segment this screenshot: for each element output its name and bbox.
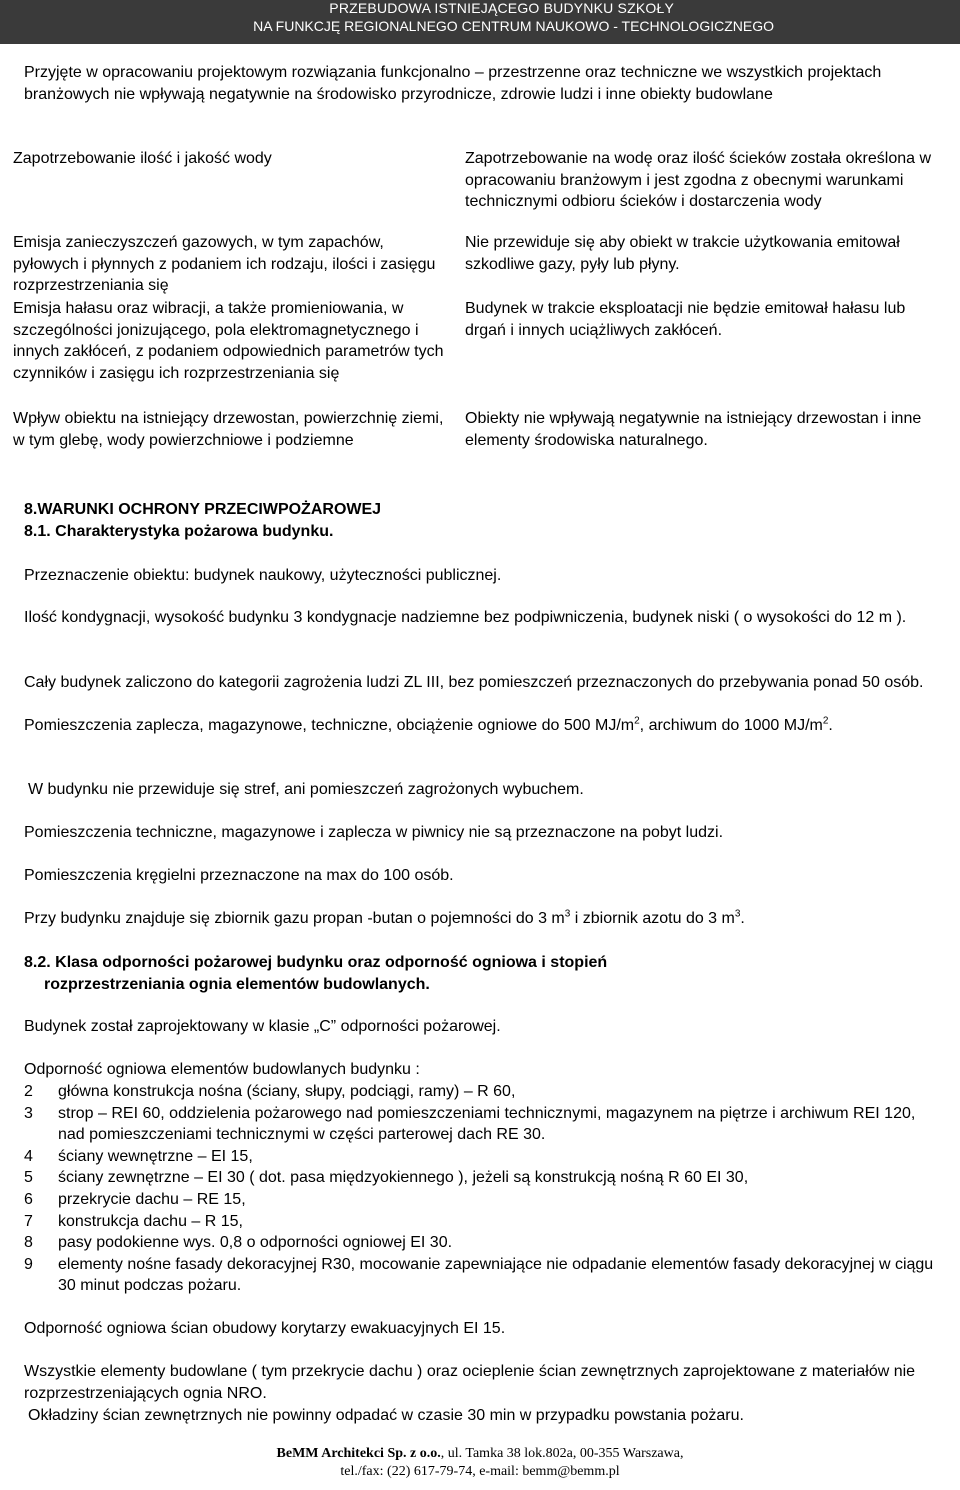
table-row	[12, 408, 944, 451]
subsection-heading: 8.1. Charakterystyka pożarowa budynku.	[24, 523, 334, 540]
paragraph: Odporność ogniowa ścian obudowy korytarzy ewakuacyjnych EI 15.	[24, 1320, 506, 1337]
paragraph: Wszystkie elementy budowlane ( tym przekrycie dachu ) oraz ocieplenie ścian zewnętrznych zaprojektowane z materiałów nie rozprzestrzeniających ognia NRO.	[24, 1363, 916, 1402]
paragraph: Ilość kondygnacji, wysokość budynku 3 kondygnacje nadziemne bez podpiwniczenia, budynek niski ( o wysokości do 12 m ).	[24, 609, 907, 626]
table-cell-left: Wpływ obiektu na istniejący drzewostan, powierzchnię ziemi, w tym glebę, wody powierzchniowe i podziemne	[13, 410, 444, 449]
document-footer	[0, 1445, 960, 1481]
list-item: 5 ściany zewnętrzne – EI 30 ( dot. pasa międzyokiennego ), jeżeli są konstrukcją nośną R 60 EI 30,	[24, 1169, 749, 1187]
list-item: 3 strop – REI 60, oddzielenia pożarowego nad pomieszczeniami technicznymi, magazynem na piętrze i archiwum REI 120, nad pomieszczeniami technicznymi w części parterowej dach RE 30.	[24, 1104, 916, 1144]
subsection-heading: 8.2. Klasa odporności pożarowej budynku oraz odporność ogniowa i stopień	[24, 954, 608, 971]
impact-table	[12, 148, 944, 451]
list-item: 4 ściany wewnętrzne – EI 15,	[24, 1147, 253, 1165]
paragraph: Pomieszczenia zaplecza, magazynowe, techniczne, obciążenie ogniowe do 500 $MJ/m^2$, archiwum do 1000 $MJ/m^2$.	[24, 715, 833, 734]
list-item: 2 główna konstrukcja nośna (ściany, słupy, podciągi, ramy) – R 60,	[24, 1083, 516, 1100]
table-row	[12, 148, 944, 232]
subsection-heading-cont: rozprzestrzeniania ognia elementów budowlanych.	[44, 976, 430, 993]
paragraph: Okładziny ścian zewnętrznych nie powinny odpadać w czasie 30 min w przypadku powstania pożaru.	[28, 1407, 744, 1424]
list-item: 7 konstrukcja dachu – R 15,	[24, 1212, 243, 1230]
table-cell-left: Emisja zanieczyszczeń gazowych, w tym zapachów, pyłowych i płynnych z podaniem ich rodzaju, ilości i zasięgu rozprzestrzeniania się	[13, 234, 436, 295]
company-name: BeMM Architekci Sp. z o.o.	[276, 1446, 441, 1461]
table-cell-right: Budynek w trakcie eksploatacji nie będzie emitował hałasu lub drgań i innych uciążliwych zakłóceń.	[465, 300, 906, 339]
table-cell-left: Emisja hałasu oraz wibracji, a także promieniowania, w szczególności jonizującego, pola elektromagnetycznego i innych zakłóceń, z podaniem odpowiednich parametrów tych czynników i zasięgu ich rozprzestrzeniania się	[13, 300, 444, 382]
table-cell-right: Obiekty nie wpływają negatywnie na istniejący drzewostan i inne elementy środowiska naturalnego.	[465, 410, 922, 449]
footer-line-1	[0, 1445, 960, 1463]
paragraph: Pomieszczenia kręgielni przeznaczone na max do 100 osób.	[24, 867, 454, 884]
list-item: 9 elementy nośne fasady dekoracyjnej R30, mocowanie zapewniające nie odpadanie elementów fasady dekoracyjnej w ciągu 30 minut podczas pożaru.	[24, 1255, 934, 1295]
table-cell-right: Nie przewiduje się aby obiekt w trakcie użytkowania emitował szkodliwe gazy, pyły lub płyny.	[465, 234, 900, 273]
header-line-1: PRZEBUDOWA ISTNIEJĄCEGO BUDYNKU SZKOŁY	[329, 0, 674, 16]
table-cell-right: Zapotrzebowanie na wodę oraz ilość ścieków została określona w opracowaniu branżowym i jest zgodna z obecnymi warunkami technicznymi odbioru ścieków i dostarczenia wody	[465, 150, 932, 211]
company-address: , ul. Tamka 38 lok.802a, 00-355 Warszawa,	[440, 1446, 684, 1461]
paragraph: Pomieszczenia techniczne, magazynowe i zaplecza w piwnicy nie są przeznaczone na pobyt ludzi.	[24, 824, 724, 841]
table-row	[12, 232, 944, 298]
intro-paragraph: Przyjęte w opracowaniu projektowym rozwiązania funkcjonalno – przestrzenne oraz techniczne we wszystkich projektach branżowych nie wpływają negatywnie na środowisko przyrodnicze, zdrowie ludzi i inne obiekty budowlane	[24, 64, 882, 103]
list-item: 8 pasy podokienne wys. 0,8 o odporności ogniowej EI 30.	[24, 1234, 453, 1252]
paragraph: Budynek został zaprojektowany w klasie „C” odporności pożarowej.	[24, 1018, 501, 1035]
paragraph: Cały budynek zaliczono do kategorii zagrożenia ludzi ZL III, bez pomieszczeń przeznaczonych do przebywania ponad 50 osób.	[24, 674, 924, 691]
fire-resistance-list	[24, 1081, 944, 1297]
table-row	[12, 298, 944, 408]
table-cell-left: Zapotrzebowanie ilość i jakość wody	[13, 150, 272, 167]
paragraph: W budynku nie przewiduje się stref, ani pomieszczeń zagrożonych wybuchem.	[28, 781, 584, 798]
header-line-2: NA FUNKCJĘ REGIONALNEGO CENTRUM NAUKOWO - TECHNOLOGICZNEGO	[253, 18, 774, 34]
footer-contact: tel./fax: (22) 617-79-74, e-mail: bemm@bemm.pl	[340, 1464, 620, 1479]
list-item: 6 przekrycie dachu – RE 15,	[24, 1190, 246, 1208]
paragraph: Przeznaczenie obiektu: budynek naukowy, użyteczności publicznej.	[24, 567, 502, 584]
section-heading: 8.WARUNKI OCHRONY PRZECIWPOŻAROWEJ	[24, 501, 382, 518]
paragraph: Przy budynku znajduje się zbiornik gazu propan -butan o pojemności do 3 $m^3$ i zbiornik azotu do 3 $m^3$.	[24, 908, 745, 927]
document-header	[0, 0, 960, 44]
list-title: Odporność ogniowa elementów budowlanych budynku :	[24, 1061, 420, 1078]
